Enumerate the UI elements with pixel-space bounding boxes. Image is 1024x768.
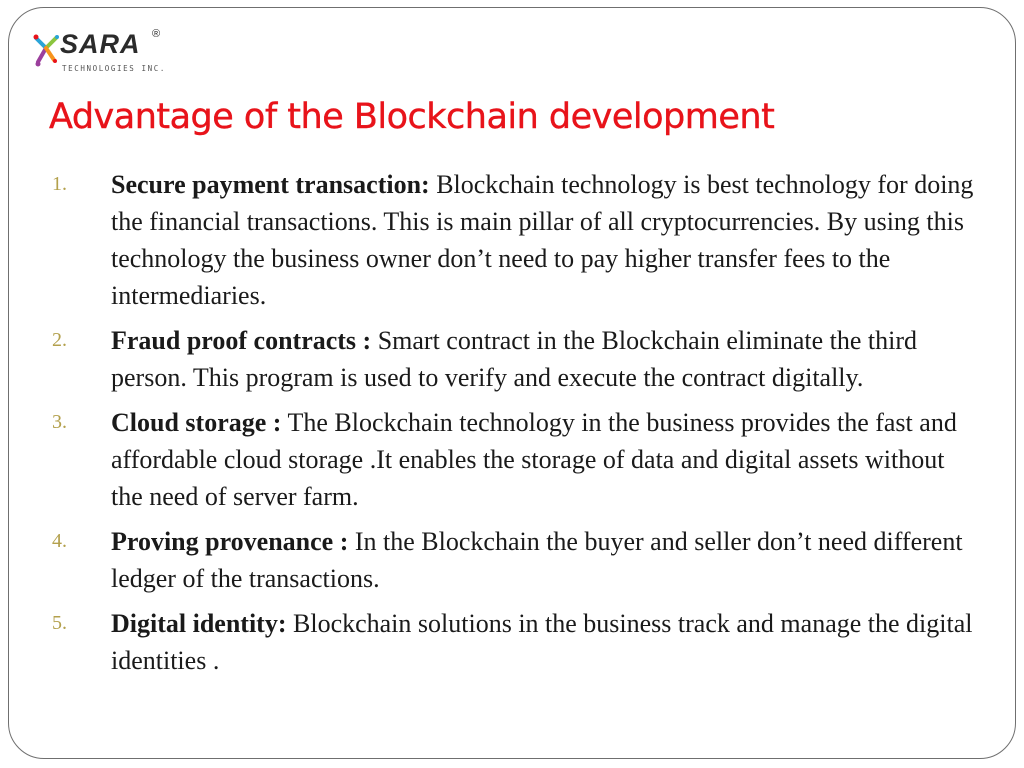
item-number: 2. (52, 329, 67, 351)
item-heading: Cloud storage : (111, 408, 282, 437)
item-number: 5. (52, 612, 67, 634)
item-heading: Fraud proof contracts : (111, 326, 372, 355)
list-item (52, 404, 982, 515)
item-number: 3. (52, 411, 67, 433)
company-logo (32, 30, 167, 78)
slide-title: Advantage of the Blockchain development (49, 97, 775, 137)
item-text: Blockchain technology is best technology for doing the financial transactions. This is main pillar of all cryptocurrencies. By using this technology the business owner don’t need to pay higher transfer fees to the intermediaries. (111, 170, 974, 310)
list-item (52, 166, 982, 314)
list-item (52, 605, 982, 679)
item-heading: Proving provenance : (111, 527, 349, 556)
list-item (52, 523, 982, 597)
logo-registered-mark: ® (152, 28, 161, 40)
item-number: 1. (52, 173, 67, 195)
item-text: The Blockchain technology in the business provides the fast and affordable cloud storage .It enables the storage of data and digital assets without the need of server farm. (111, 408, 957, 511)
item-number: 4. (52, 530, 67, 552)
advantages-list (52, 166, 982, 687)
item-text: Smart contract in the Blockchain eliminate the third person. This program is used to verify and execute the contract digitally. (111, 326, 918, 392)
item-text: In the Blockchain the buyer and seller don’t need different ledger of the transactions. (111, 527, 963, 593)
item-heading: Digital identity: (111, 609, 287, 638)
list-item (52, 322, 982, 396)
item-heading: Secure payment transaction: (111, 170, 430, 199)
logo-subtitle: TECHNOLOGIES INC. (62, 64, 166, 73)
item-text: Blockchain solutions in the business track and manage the digital identities . (111, 609, 973, 675)
logo-name: SARA (60, 29, 141, 59)
logo-mark-icon (32, 30, 62, 74)
